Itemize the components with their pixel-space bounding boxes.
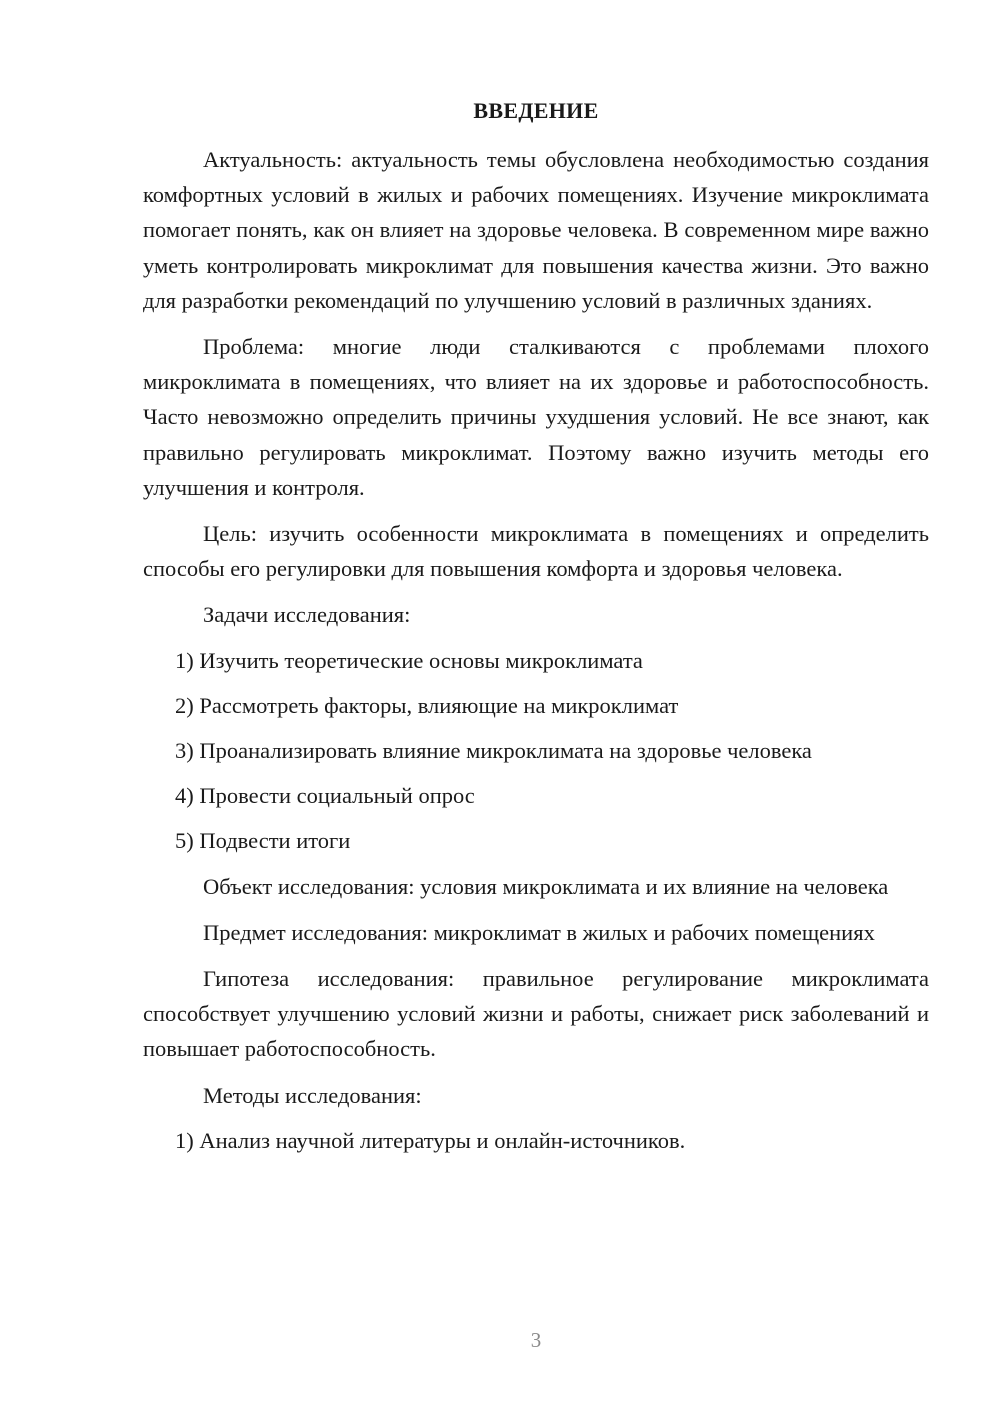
goal-paragraph: Цель: изучить особенности микроклимата в помещениях и определить способы его регулировки для повышения комфорта и здоровья человека. bbox=[143, 521, 929, 582]
section-title: ВВЕДЕНИЕ bbox=[473, 98, 599, 123]
page-number: 3 bbox=[530, 1328, 542, 1352]
task-item: 5) Подвести итоги bbox=[175, 828, 351, 854]
hypothesis-paragraph: Гипотеза исследования: правильное регулирование микроклимата способствует улучшению условий жизни и работы, снижает риск заболеваний и повышает работоспособность. bbox=[143, 966, 929, 1062]
document-body bbox=[143, 142, 929, 1168]
methods-heading: Методы исследования: bbox=[203, 1082, 422, 1108]
relevance-paragraph: Актуальность: актуальность темы обусловлена необходимостью создания комфортных условий в жилых и рабочих помещениях. Изучение микроклимата помогает понять, как он влияет на здоровье человека. В современном мире важно уметь контролировать микроклимат для повышения качества жизни. Это важно для разработки рекомендаций по улучшению условий в различных зданиях. bbox=[143, 147, 929, 313]
task-item: 4) Провести социальный опрос bbox=[175, 783, 475, 809]
task-item: 2) Рассмотреть факторы, влияющие на микроклимат bbox=[175, 692, 679, 718]
method-item: 1) Анализ научной литературы и онлайн-источников. bbox=[175, 1127, 686, 1153]
tasks-heading: Задачи исследования: bbox=[203, 602, 411, 628]
task-item: 3) Проанализировать влияние микроклимата на здоровье человека bbox=[175, 738, 812, 764]
subject-paragraph: Предмет исследования: микроклимат в жилых и рабочих помещениях bbox=[203, 919, 875, 945]
task-item: 1) Изучить теоретические основы микроклимата bbox=[175, 647, 643, 673]
object-paragraph: Объект исследования: условия микроклимата и их влияние на человека bbox=[203, 873, 889, 899]
problem-paragraph: Проблема: многие люди сталкиваются с проблемами плохого микроклимата в помещениях, что влияет на их здоровье и работоспособность. Часто невозможно определить причины ухудшения условий. Не все знают, как правильно регулировать микроклимат. Поэтому важно изучить методы его улучшения и контроля. bbox=[143, 334, 929, 500]
